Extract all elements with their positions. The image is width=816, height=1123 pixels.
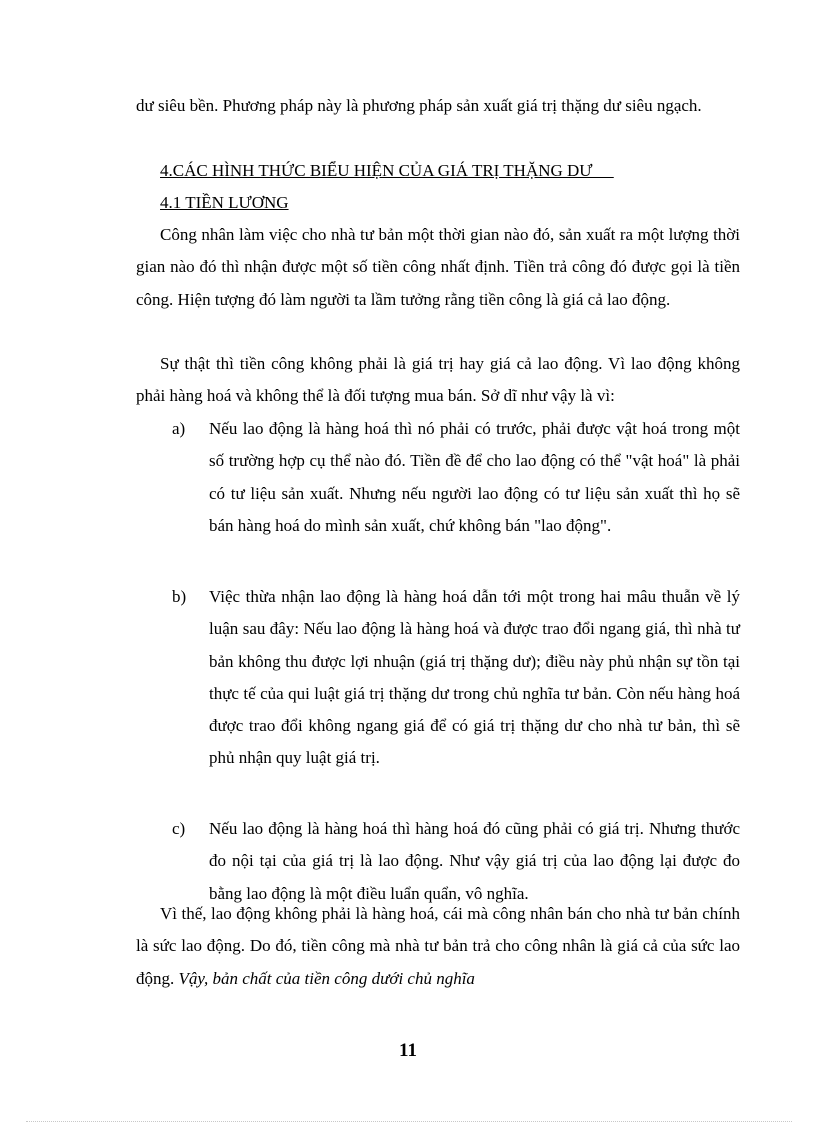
paragraph-1-text: Công nhân làm việc cho nhà tư bản một thời gian nào đó, sản xuất ra một lượng thời gian nào đó thì nhận được một số tiền công nhất định. Tiền trả công đó được gọi là tiền công. Hiện tượng đó làm người ta lầm tưởng rằng tiền công là giá cả lao động. <box>136 225 740 309</box>
argument-list <box>172 413 740 911</box>
paragraph-3-text <box>136 898 740 995</box>
list-item-c <box>172 813 740 911</box>
paragraph-1 <box>136 219 740 316</box>
intro-paragraph <box>136 90 740 122</box>
paragraph-2 <box>136 348 740 413</box>
list-item-text: Nếu lao động là hàng hoá thì hàng hoá đó cũng phải có giá trị. Nhưng thước đo nội tại của giá trị là lao động. Như vậy giá trị của lao động lại được đo bằng lao động là một điều luẩn quẩn, vô nghĩa. <box>209 819 740 903</box>
subsection-heading-text: 4.1 TIỀN LƯƠNG <box>160 193 289 212</box>
list-item-a <box>172 413 740 575</box>
list-item-b <box>172 581 740 807</box>
section-heading <box>160 155 740 187</box>
list-item-label: a) <box>172 419 186 438</box>
paragraph-3 <box>136 898 740 995</box>
list-item-text: Nếu lao động là hàng hoá thì nó phải có trước, phải được vật hoá trong một số trường hợp cụ thể nào đó. Tiền đề để cho lao động có thể "vật hoá" là phải có tư liệu sản xuất. Nhưng nếu người lao động có tư liệu sản xuất thì họ sẽ bán hàng hoá do mình sản xuất, chứ không bán "lao động". <box>209 419 740 535</box>
section-heading-trail <box>593 161 614 180</box>
paragraph-3-italic: Vậy, bản chất của tiền công dưới chủ nghĩa <box>178 968 475 988</box>
list-item-label: c) <box>172 819 186 838</box>
list-item-label: b) <box>172 587 187 606</box>
paragraph-3-normal: Vì thế, lao động không phải là hàng hoá, cái mà công nhân bán cho nhà tư bản chính là sức lao động. Do đó, tiền công mà nhà tư bản trả cho công nhân là giá cả của sức lao động. <box>136 904 740 988</box>
subsection-heading <box>160 187 740 219</box>
page-number: 11 <box>399 1040 417 1061</box>
paragraph-2-text: Sự thật thì tiền công không phải là giá trị hay giá cả lao động. Vì lao động không phải hàng hoá và không thể là đối tượng mua bán. Sở dĩ như vậy là vì: <box>136 354 740 406</box>
footer-divider <box>26 1121 792 1122</box>
intro-text: dư siêu bền. Phương pháp này là phương pháp sản xuất giá trị thặng dư siêu ngạch. <box>136 96 702 115</box>
section-heading-text: 4.CÁC HÌNH THỨC BIỂU HIỆN CỦA GIÁ TRỊ THẶNG DƯ <box>160 161 593 180</box>
list-item-text: Việc thừa nhận lao động là hàng hoá dẫn tới một trong hai mâu thuẫn về lý luận sau đây: Nếu lao động là hàng hoá và được trao đổi ngang giá, thì nhà tư bản không thu được lợi nhuận (giá trị thặng dư); điều này phủ nhận sự tồn tại thực tế của qui luật giá trị thặng dư trong chủ nghĩa tư bản. Còn nếu hàng hoá được trao đổi không ngang giá để có giá trị thặng dư cho nhà tư bản, thì sẽ phủ nhận quy luật giá trị. <box>209 587 740 768</box>
